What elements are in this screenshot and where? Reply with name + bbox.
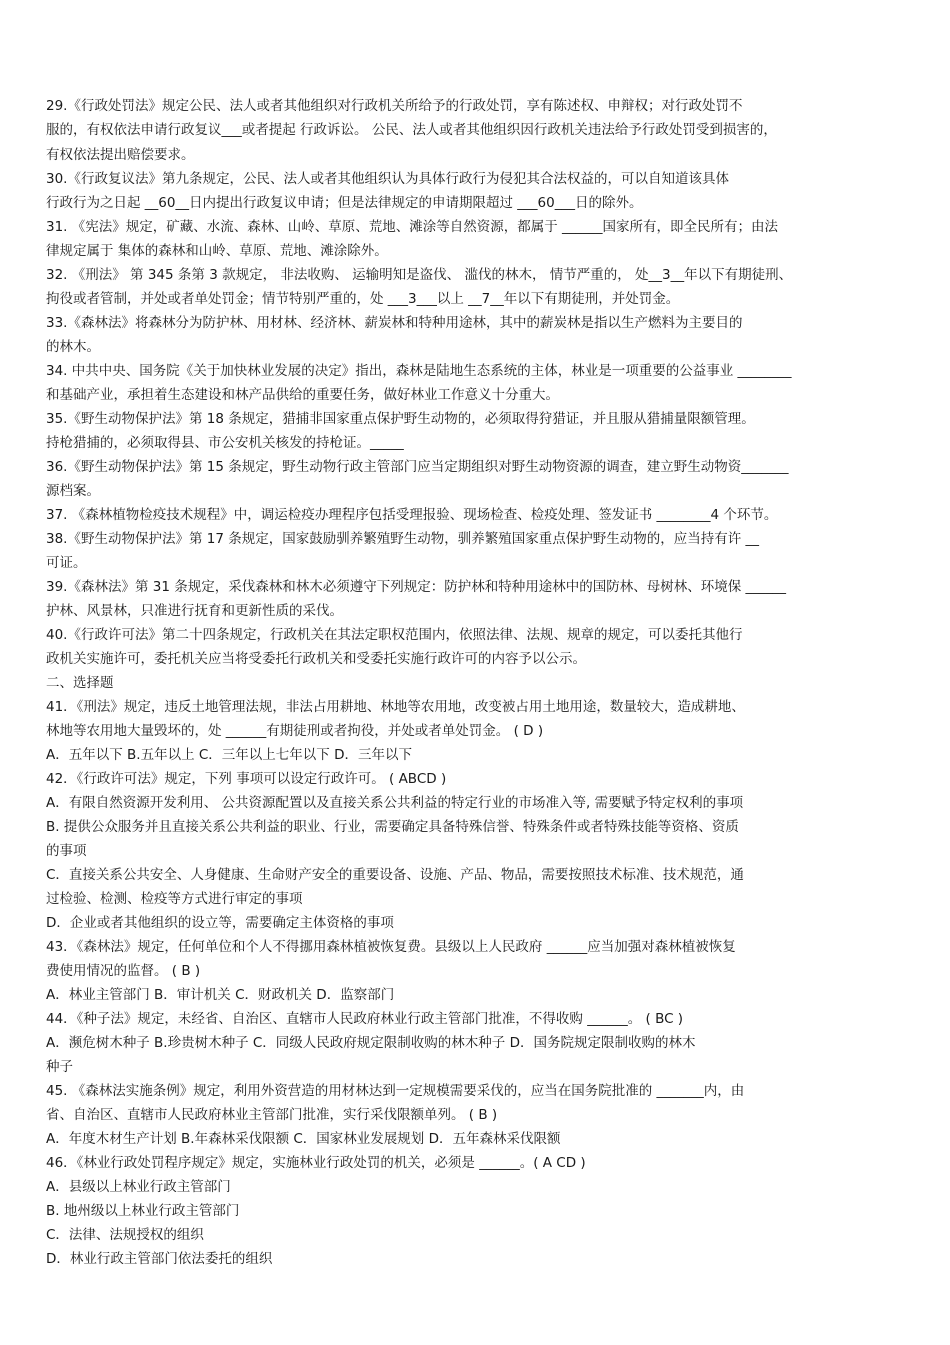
text-line: A．县级以上林业行政主管部门	[46, 1179, 231, 1195]
text-line: 的林木。	[46, 339, 100, 355]
text-line: B. 提供公众服务并且直接关系公共利益的职业、行业，需要确定具备特殊信誉、特殊条件或者特殊技能等资格、资质	[46, 819, 739, 835]
text-line: 拘役或者管制，并处或者单处罚金；情节特别严重的，处 ___3___以上 __7__年以下有期徒刑，并处罚金。	[46, 291, 680, 307]
text-line: 源档案。	[46, 483, 100, 499]
text-line: C．法律、法规授权的组织	[46, 1227, 204, 1243]
text-line: 行政行为之日起 __60__日内提出行政复议申请；但是法律规定的申请期限超过 ___60___日的除外。	[46, 195, 643, 211]
text-line: 42．《行政许可法》规定，下列 事项可以设定行政许可。 ( ABCD )	[46, 771, 447, 787]
text-line: D．林业行政主管部门依法委托的组织	[46, 1251, 273, 1267]
text-line: 45. 《森林法实施条例》规定，利用外资营造的用材林达到一定规模需要采伐的，应当在国务院批准的 _______内，由	[46, 1083, 745, 1099]
text-line: 41．《刑法》规定，违反土地管理法规，非法占用耕地、林地等农用地，改变被占用土地用途，数量较大，造成耕地、	[46, 699, 745, 715]
text-line: 和基础产业，承担着生态建设和林产品供给的重要任务，做好林业工作意义十分重大。	[46, 387, 559, 403]
text-line: 省、自治区、直辖市人民政府林业主管部门批准，实行采伐限额单列。 ( B )	[46, 1107, 498, 1123]
text-line: 费使用情况的监督。 ( B )	[46, 963, 201, 979]
text-line: 37. 《森林植物检疫技术规程》中，调运检疫办理程序包括受理报验、现场检查、检疫处理、签发证书 ________4 个环节。	[46, 507, 778, 523]
text-line: 35.《野生动物保护法》第 18 条规定，猎捕非国家重点保护野生动物的，必须取得狩猎证，并且服从猎捕量限额管理。	[46, 411, 755, 427]
text-line: A．林业主管部门 B．审计机关 C．财政机关 D．监察部门	[46, 987, 395, 1003]
text-line: 30.《行政复议法》第九条规定，公民、法人或者其他组织认为具体行政行为侵犯其合法权益的，可以自知道该具体	[46, 171, 729, 187]
text-line: 46．《林业行政处罚程序规定》规定，实施林业行政处罚的机关，必须是 ______。( A CD )	[46, 1155, 586, 1171]
text-line: 有权依法提出赔偿要求。	[46, 147, 195, 163]
text-line: 种子	[46, 1059, 73, 1075]
text-line: 32. 《刑法》 第 345 条第 3 款规定， 非法收购、 运输明知是盗伐、 滥伐的林木， 情节严重的， 处__3__年以下有期徒刑、	[46, 267, 793, 283]
text-line: 38.《野生动物保护法》第 17 条规定，国家鼓励驯养繁殖野生动物，驯养繁殖国家重点保护野生动物的，应当持有许 __	[46, 531, 760, 547]
text-line: 44．《种子法》规定，未经省、自治区、直辖市人民政府林业行政主管部门批准，不得收购 ______。 ( BC )	[46, 1011, 684, 1027]
text-line: B. 地州级以上林业行政主管部门	[46, 1203, 240, 1219]
text-line: 33.《森林法》将森林分为防护林、用材林、经济林、薪炭林和特种用途林，其中的薪炭林是指以生产燃料为主要目的	[46, 315, 743, 331]
text-line: 36.《野生动物保护法》第 15 条规定，野生动物行政主管部门应当定期组织对野生动物资源的调查，建立野生动物资_______	[46, 459, 789, 475]
text-line: 政机关实施许可，委托机关应当将受委托行政机关和受委托实施行政许可的内容予以公示。	[46, 651, 586, 667]
text-line: 40.《行政许可法》第二十四条规定，行政机关在其法定职权范围内，依照法律、法规、规章的规定，可以委托其他行	[46, 627, 743, 643]
text-line: 34. 中共中央、国务院《关于加快林业发展的决定》指出，森林是陆地生态系统的主体，林业是一项重要的公益事业 ________	[46, 363, 792, 379]
text-line: A．濒危树木种子 B.珍贵树木种子 C．同级人民政府规定限制收购的林木种子 D．国务院规定限制收购的林木	[46, 1035, 696, 1051]
text-line: 持枪猎捕的，必须取得县、市公安机关核发的持枪证。_____	[46, 435, 404, 451]
text-line: 护林、风景林，只准进行抚育和更新性质的采伐。	[46, 603, 343, 619]
text-line: 可证。	[46, 555, 87, 571]
text-line: 43．《森林法》规定，任何单位和个人不得挪用森林植被恢复费。县级以上人民政府 ______应当加强对森林植被恢复	[46, 939, 736, 955]
text-line: D．企业或者其他组织的设立等，需要确定主体资格的事项	[46, 915, 394, 931]
text-line: A．五年以下 B.五年以上 C．三年以上七年以下 D．三年以下	[46, 747, 412, 763]
text-line: A．有限自然资源开发利用、 公共资源配置以及直接关系公共利益的特定行业的市场准入等, 需要赋予特定权利的事项	[46, 795, 744, 811]
text-line: 林地等农用地大量毁坏的，处 ______有期徒刑或者拘役，并处或者单处罚金。 ( D )	[46, 723, 544, 739]
text-line: C．直接关系公共安全、人身健康、生命财产安全的重要设备、设施、产品、物品，需要按照技术标准、技术规范，通	[46, 867, 744, 883]
text-line: 律规定属于 集体的森林和山岭、草原、荒地、滩涂除外。	[46, 243, 388, 259]
text-line: 过检验、检测、检疫等方式进行审定的事项	[46, 891, 303, 907]
text-line: A．年度木材生产计划 B.年森林采伐限额 C．国家林业发展规划 D．五年森林采伐限额	[46, 1131, 561, 1147]
text-line: 31. 《宪法》规定，矿藏、水流、森林、山岭、草原、荒地、滩涂等自然资源，都属于 ______国家所有，即全民所有；由法	[46, 219, 779, 235]
text-line: 39.《森林法》第 31 条规定，采伐森林和林木必须遵守下列规定：防护林和特种用途林中的国防林、母树林、环境保 ______	[46, 579, 787, 595]
text-line: 29.《行政处罚法》规定公民、法人或者其他组织对行政机关所给予的行政处罚，享有陈述权、申辩权；对行政处罚不	[46, 98, 743, 114]
text-line: 的事项	[46, 843, 87, 859]
text-line: 服的，有权依法申请行政复议___或者提起 行政诉讼。 公民、法人或者其他组织因行政机关违法给予行政处罚受到损害的，	[46, 122, 777, 138]
section-heading: 二、选择题	[46, 675, 114, 691]
